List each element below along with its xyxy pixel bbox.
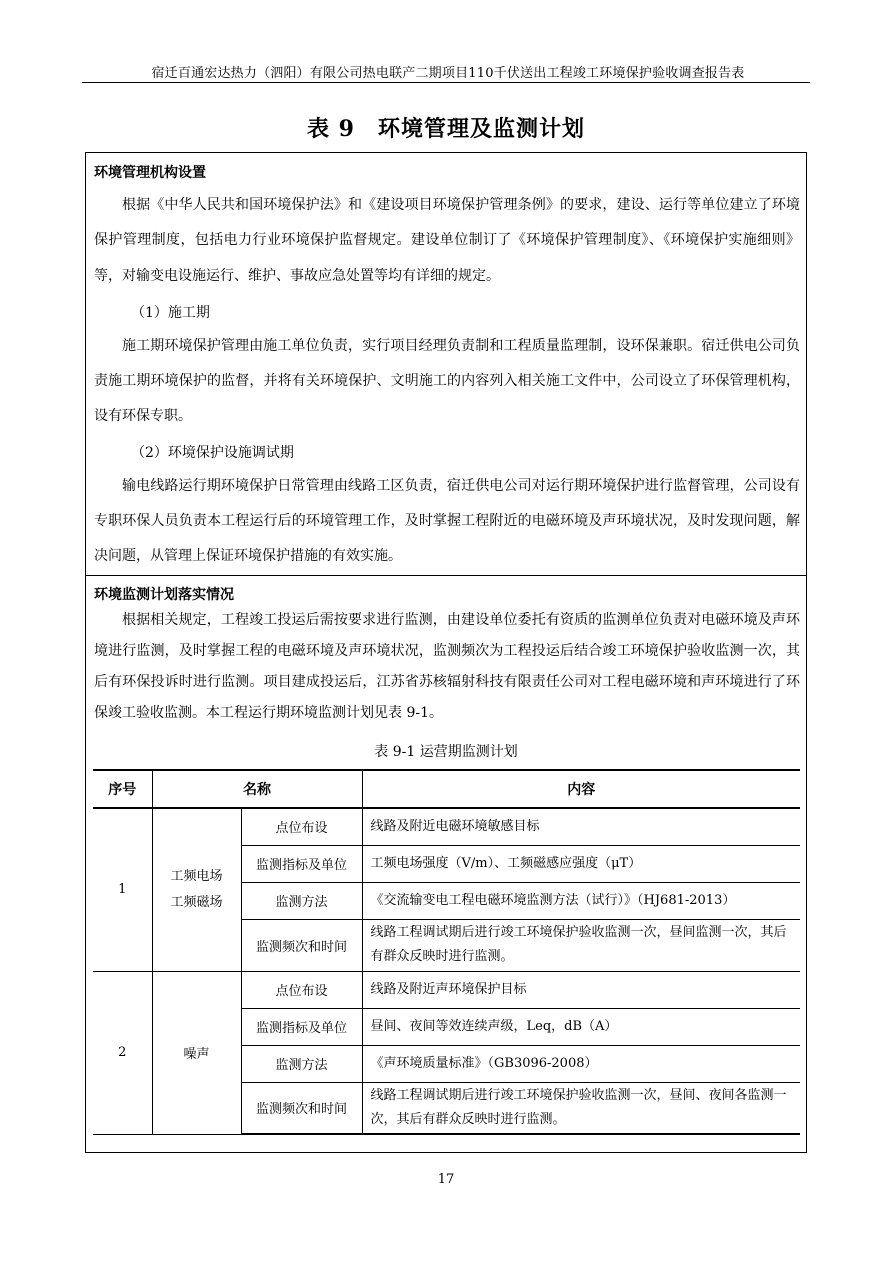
content-cell: 线路工程调试期后进行竣工环境保护验收监测一次，昼间监测一次，其后有群众反映时进行监测。 [362,919,800,971]
header-rule [82,82,810,83]
item-cell: 监测频次和时间 [241,1082,362,1134]
name-line: 工频磁场 [170,894,223,910]
section-heading-management: 环境管理机构设置 [94,165,206,181]
paragraph-construction: 施工期环境保护管理由施工单位负责，实行项目经理负责制和工程质量监理制，设环保兼职。宿迁供电公司负责施工期环境保护的监督，并将有关环境保护、文明施工的内容列入相关施工文件中，公司设立了环保管理机构，设有环保专职。 [94,338,800,424]
section-divider [85,575,807,576]
header-seq: 序号 [93,770,152,808]
page-title: 表 9 环境管理及监测计划 [307,116,585,142]
seq-cell: 2 [93,971,152,1134]
content-cell: 线路及附近电磁环境敏感目标 [362,808,800,845]
name-cell: 噪声 [152,971,241,1134]
header-name: 名称 [152,770,362,808]
name-cell [152,808,241,971]
section-heading-monitoring: 环境监测计划落实情况 [94,587,234,603]
item-cell: 监测方法 [241,1045,362,1082]
item-cell: 监测频次和时间 [241,919,362,971]
table-row [93,808,800,845]
item-cell: 点位布设 [241,971,362,1008]
name-line: 工频电场 [170,868,223,884]
table-row [93,971,800,1008]
item-cell: 点位布设 [241,808,362,845]
running-header: 宿迁百通宏达热力（泗阳）有限公司热电联产二期项目110千伏送出工程竣工环境保护验收调查报告表 [151,66,745,81]
subheading-construction: （1）施工期 [131,305,210,321]
monitoring-plan-table [93,769,800,1135]
content-cell: 《声环境质量标准》（GB3096-2008） [362,1045,800,1082]
page-number: 17 [437,1172,455,1187]
item-cell: 监测指标及单位 [241,845,362,882]
content-cell: 《交流输变电工程电磁环境监测方法（试行）》（HJ681-2013） [362,882,800,919]
table-caption: 表 9-1 运营期监测计划 [374,744,518,760]
table-header-row [93,770,800,808]
content-cell: 昼间、夜间等效连续声级，Leq，dB（A） [362,1008,800,1045]
content-cell: 工频电场强度（V/m）、工频磁感应强度（μT） [362,845,800,882]
paragraph-management-intro: 根据《中华人民共和国环境保护法》和《建设项目环境保护管理条例》的要求，建设、运行等单位建立了环境保护管理制度，包括电力行业环境保护监督规定。建设单位制订了《环境保护管理制度》、《环境保护实施细则》等，对输变电设施运行、维护、事故应急处置等均有详细的规定。 [94,197,800,284]
content-cell: 线路工程调试期后进行竣工环境保护验收监测一次，昼间、夜间各监测一次，其后有群众反映时进行监测。 [362,1082,800,1134]
subheading-commissioning: （2）环境保护设施调试期 [131,445,294,461]
paragraph-commissioning: 输电线路运行期环境保护日常管理由线路工区负责，宿迁供电公司对运行期环境保护进行监督管理，公司设有专职环保人员负责本工程运行后的环境管理工作，及时掌握工程附近的电磁环境及声环境状况，及时发现问题，解决问题，从管理上保证环境保护措施的有效实施。 [94,478,800,564]
paragraph-monitoring: 根据相关规定，工程竣工投运后需按要求进行监测，由建设单位委托有资质的监测单位负责对电磁环境及声环境进行监测，及时掌握工程的电磁环境及声环境状况，监测频次为工程投运后结合竣工环境保护验收监测一次，其后有环保投诉时进行监测。项目建成投运后，江苏省苏核辐射科技有限责任公司对工程电磁环境和声环境进行了环保竣工验收监测。本工程运行期环境监测计划见表 9-1。 [94,612,800,721]
content-cell: 线路及附近声环境保护目标 [362,971,800,1008]
item-cell: 监测方法 [241,882,362,919]
seq-cell: 1 [93,808,152,971]
header-content: 内容 [362,770,800,808]
item-cell: 监测指标及单位 [241,1008,362,1045]
